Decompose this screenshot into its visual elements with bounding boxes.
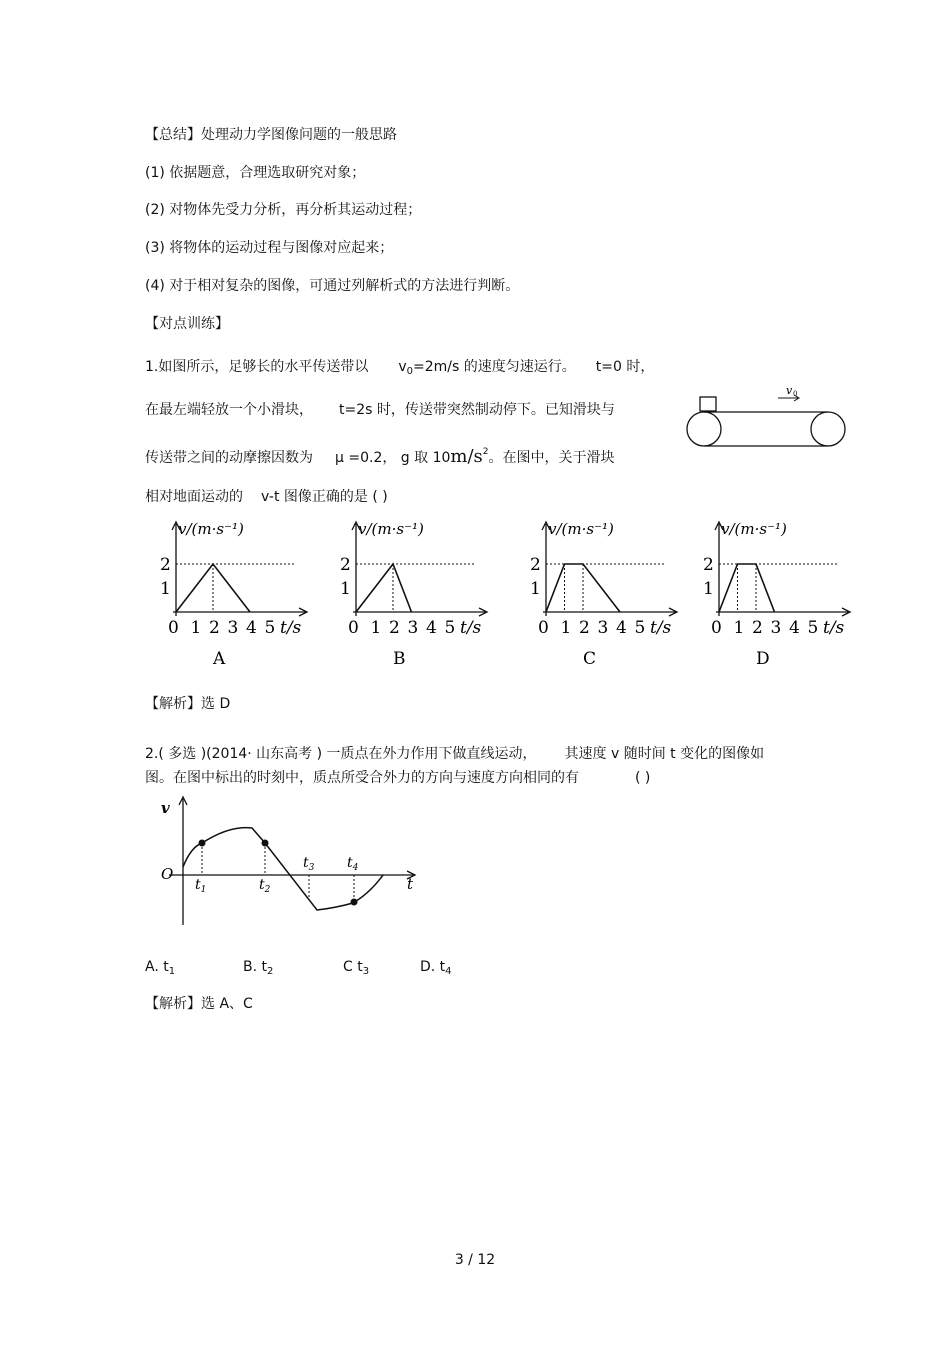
x-tick-label: 3 (597, 618, 609, 638)
q2-t4-label: $t_4$ (347, 855, 359, 873)
y-tick-label: 1 (530, 579, 541, 599)
y-tick-label: 1 (703, 579, 714, 599)
x-tick-label: 5 (264, 618, 276, 638)
q2-line-1: 2.( 多选 )(2014· 山东高考 ) 一质点在外力作用下做直线运动， 其速度 v 随时间 t 变化的图像如 (145, 746, 765, 762)
x-tick-label: 2 (389, 618, 400, 638)
x-tick-label: 0 (538, 618, 549, 638)
y-axis-label: v/(m·s⁻¹) (358, 520, 424, 538)
graph-c (515, 516, 695, 672)
q2-answer: 【解析】选 A、C (145, 996, 253, 1012)
x-tick-label: 0 (348, 618, 359, 638)
practice-heading: 【对点训练】 (145, 316, 229, 332)
x-tick-label: 1 (190, 618, 202, 638)
y-tick-label: 2 (703, 555, 714, 575)
belt-velocity-label: v (786, 384, 793, 397)
page-number: 3 / 12 (454, 1252, 496, 1268)
q2-option-a: A. $t_1$ (145, 959, 176, 977)
q2-line-2: 图。在图中标出的时刻中，质点所受合外力的方向与速度方向相同的有 ( ) (145, 770, 651, 786)
summary-step-3: (3) 将物体的运动过程与图像对应起来； (145, 240, 394, 256)
q1-line-4: 相对地面运动的 v-t 图像正确的是 ( ) (145, 489, 388, 505)
conveyor-belt-figure (680, 380, 855, 455)
graph-option-label: A (213, 649, 226, 669)
x-tick-label: 4 (789, 618, 800, 638)
right-roller (811, 412, 845, 446)
x-tick-label: 2 (752, 618, 763, 638)
summary-step-2: (2) 对物体先受力分析，再分析其运动过程； (145, 202, 422, 218)
x-tick-label: 0 (711, 618, 722, 638)
x-tick-label: 3 (227, 618, 239, 638)
x-tick-label: 5 (634, 618, 646, 638)
belt-velocity-sub: 0 (793, 390, 798, 398)
q2-t-label: t (407, 875, 414, 893)
q2-origin-label: O (161, 865, 174, 883)
x-axis-label: t/s (650, 618, 672, 638)
summary-step-4: (4) 对于相对复杂的图像，可通过列解析式的方法进行判断。 (145, 278, 520, 294)
q2-point-t2 (262, 840, 269, 847)
y-tick-label: 2 (340, 555, 351, 575)
x-tick-label: 2 (579, 618, 590, 638)
q2-point-t4 (351, 899, 358, 906)
q2-option-c: C $t_3$ (343, 959, 370, 977)
q2-t3-label: $t_3$ (303, 855, 315, 873)
y-tick-label: 1 (160, 579, 171, 599)
q2-option-d: D. $t_4$ (420, 959, 452, 977)
x-tick-label: 4 (426, 618, 437, 638)
x-tick-label: 4 (616, 618, 627, 638)
x-axis-label: t/s (823, 618, 845, 638)
graph-d (688, 516, 868, 672)
q2-v-label: v (161, 799, 170, 817)
q1-line-3: 传送带之间的动摩擦因数为 μ =0.2， g 取 $10m/s^2$。在图中，关于滑块 (145, 446, 615, 467)
x-axis-label: t/s (280, 618, 302, 638)
slider-block (700, 397, 716, 411)
q2-t1-label: $t_1$ (195, 877, 207, 895)
x-tick-label: 4 (246, 618, 257, 638)
q1-line-1: 1.如图所示，足够长的水平传送带以 $v_0=2m/s$ 的速度匀速运行。 t=0 时， (145, 359, 655, 377)
y-axis-label: v/(m·s⁻¹) (721, 520, 787, 538)
y-tick-label: 1 (340, 579, 351, 599)
x-tick-label: 1 (560, 618, 572, 638)
q1-line-2: 在最左端轻放一个小滑块， t=2s 时，传送带突然制动停下。已知滑块与 (145, 402, 615, 418)
velocity-series (719, 564, 775, 612)
summary-heading: 【总结】处理动力学图像问题的一般思路 (145, 127, 397, 143)
graph-option-label: D (756, 649, 770, 669)
summary-step-1: (1) 依据题意，合理选取研究对象； (145, 165, 366, 181)
y-tick-label: 2 (160, 555, 171, 575)
q2-point-t1 (199, 840, 206, 847)
q2-option-b: B. $t_2$ (243, 959, 274, 977)
y-tick-label: 2 (530, 555, 541, 575)
graph-a (145, 516, 325, 672)
graph-option-label: C (583, 649, 597, 669)
x-tick-label: 3 (407, 618, 419, 638)
x-tick-label: 0 (168, 618, 179, 638)
x-tick-label: 5 (444, 618, 456, 638)
x-tick-label: 5 (807, 618, 819, 638)
graph-option-label: B (393, 649, 406, 669)
x-tick-label: 1 (370, 618, 382, 638)
x-tick-label: 1 (733, 618, 745, 638)
left-roller (687, 412, 721, 446)
q2-t2-label: $t_2$ (259, 877, 271, 895)
y-axis-label: v/(m·s⁻¹) (178, 520, 244, 538)
y-axis-label: v/(m·s⁻¹) (548, 520, 614, 538)
x-axis-label: t/s (460, 618, 482, 638)
q1-answer: 【解析】选 D (145, 696, 231, 712)
x-tick-label: 3 (770, 618, 782, 638)
graph-b (325, 516, 505, 672)
velocity-series (356, 564, 412, 612)
x-tick-label: 2 (209, 618, 220, 638)
q2-velocity-graph (155, 795, 425, 930)
